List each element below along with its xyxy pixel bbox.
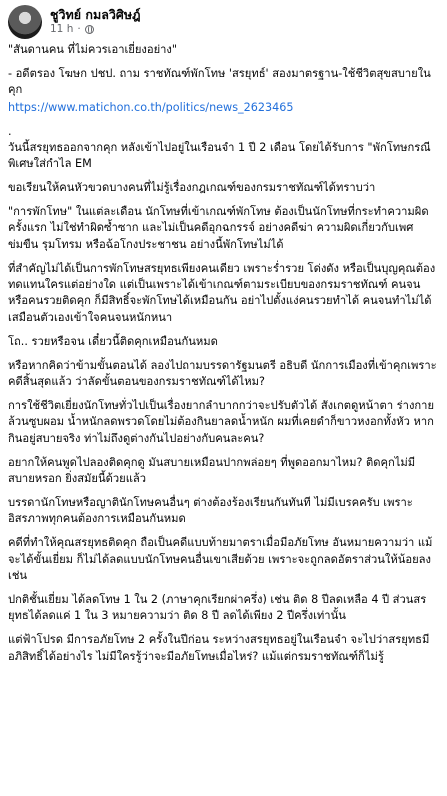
paragraph-2: ขอเรียนให้คนหัวขวดบางคนที่ไม่รู้เรื่องกฎเกณฑ์ของกรมราชทัณฑ์ได้ทราบว่า (8, 180, 376, 194)
post-header (8, 0, 437, 42)
post-time[interactable]: 11 h (50, 23, 74, 35)
paragraph-7: การใช้ชีวิตเยี่ยงนักโทษทั่วไปเป็นเรื่องยากลำบากกว่าจะปรับตัวได้ สังเกตดูหน้าตา ร่างกาย ล้วนซูบผอม น้ำหนักลดพรวดโดยไม่ต้องกินยาลดน้ำหนัก ผมที่เคยดำก็ขาวหงอกทั้งหัว หากกินอยู่สบายจริง ท่าไม่ถึงดูต่างกันไปอย่างกับคนละคน? (8, 398, 435, 445)
paragraph-6: หรือหากคิดว่าข้ามขั้นตอนได้ ลองไปถามบรรดารัฐมนตรี อธิบดี นักการเมืองที่เข้าคุกเพราะคดีสิ้นสุดแล้ว ว่าลัดขั้นตอนของกรมราชทัณฑ์ได้ไหม? (8, 358, 437, 388)
byline-text: - อดีตรอง โฆษก ปชป. ถาม ราชทัณฑ์พักโทษ 'สรยุทธ์' สองมาตรฐาน-ใช้ชีวิตสุขสบายในคุก (8, 66, 431, 97)
paragraph-5: โถ.. รวยหรือจน เดี๋ยวนี้ติดคุกเหมือนกันหมด (8, 334, 218, 348)
quote-text: "สันดานคน ที่ไม่ควรเอาเยี่ยงอย่าง" (8, 43, 178, 56)
article-link[interactable]: https://www.matichon.co.th/politics/news_2623465 (8, 100, 294, 114)
author-name[interactable]: ชูวิทย์ กมลวิศิษฎ์ (50, 7, 141, 22)
dot-text: . (8, 124, 12, 138)
paragraph-3: "การพักโทษ" ในแต่ละเดือน นักโทษที่เข้าเกณฑ์พักโทษ ต้องเป็นนักโทษที่กระทำความผิดครั้งแรก ไม่ใช่ทำผิดซ้ำซาก และไม่เป็นคดีอุกฉกรรจ์ อย่างคดีฆ่า ความผิดเกี่ยวกับเพศ ข่มขืน รุมโทรม หรือฉ้อโกงประชาชน อย่างนี้พักโทษไม่ได้ (8, 204, 429, 251)
avatar[interactable] (8, 5, 42, 39)
post-subline (50, 22, 140, 37)
paragraph-9: บรรดานักโทษหรือญาตินักโทษคนอื่นๆ ต่างต้องร้องเรียนกันทันที ไม่มีเบรคครับ เพราะอิสรภาพทุกคนต้องการเหมือนกันหมด (8, 495, 413, 526)
globe-icon (85, 25, 94, 34)
article-link-paragraph (8, 100, 437, 116)
paragraph-12: แต่ฟ้าโปรด มีการอภัยโทษ 2 ครั้งในปีก่อน ระหว่างสรยุทธอยู่ในเรือนจำ จะไปว่าสรยุทธมีอภิสิทธิ์ได้อย่างไร ไม่มีใครรู้ว่าจะมีอภัยโทษเมื่อไหร่? แม้แต่กรมราชทัณฑ์ก็ไม่รู้ (8, 633, 430, 663)
post-meta (50, 7, 140, 37)
paragraph-10: คดีที่ทำให้คุณสรยุทธติดคุก ถือเป็นคดีแบบท้ายมาตราเมื่อมีอภัยโทษ อันหมายความว่า แม้จะได้ขั้นเยี่ยม ก็ไม่ได้ลดแบบนักโทษคนอื่นเขาเสียด้วย เพราะจะถูกลดอัตราส่วนให้น้อยลง เช่น (8, 536, 433, 583)
paragraph-4: ที่สำคัญไม่ได้เป็นการพักโทษสรยุทธเพียงคนเดียว เพราะร่ำรวย โด่งดัง หรือเป็นบุญคุณต้องทดแทนใครแต่อย่างใด แต่เป็นเพราะได้เข้าเกณฑ์ตามระเบียบของกรมราชทัณฑ์ คนจนหรือคนรวยติดคุก ก็มีสิทธิ์จะพักโทษได้เหมือนกัน อย่าไปตั้งแง่คนรวยทำได้ คนจนทำไม่ได้ เสมือนตัวเองเข้าใจคนจนหนักหนา (8, 261, 436, 324)
paragraph-1: วันนี้สรยุทธออกจากคุก หลังเข้าไปอยู่ในเรือนจำ 1 ปี 2 เดือน โดยได้รับการ "พักโทษกรณีพิเศษใส่กำไล EM (8, 140, 431, 171)
paragraph-11: ปกติชั้นเยี่ยม ได้ลดโทษ 1 ใน 2 (ภาษาคุกเรียกผ่าครึ่ง) เช่น ติด 8 ปีลดเหลือ 4 ปี ส่วนสรยุทธได้ลดแค่ 1 ใน 3 หมายความว่า ติด 8 ปี ลดได้เพียง 2 ปีครึ่งเท่านั้น (8, 592, 427, 623)
post-body (8, 42, 437, 665)
paragraph-8: อยากให้คนพูดไปลองติดคุกดู มันสบายเหมือนปากพล่อยๆ ที่พูดออกมาไหม? ติดคุกไม่มีสบายหรอก ยิ่งสมัยนี้ด้วยแล้ว (8, 455, 416, 486)
separator: · (77, 23, 81, 35)
